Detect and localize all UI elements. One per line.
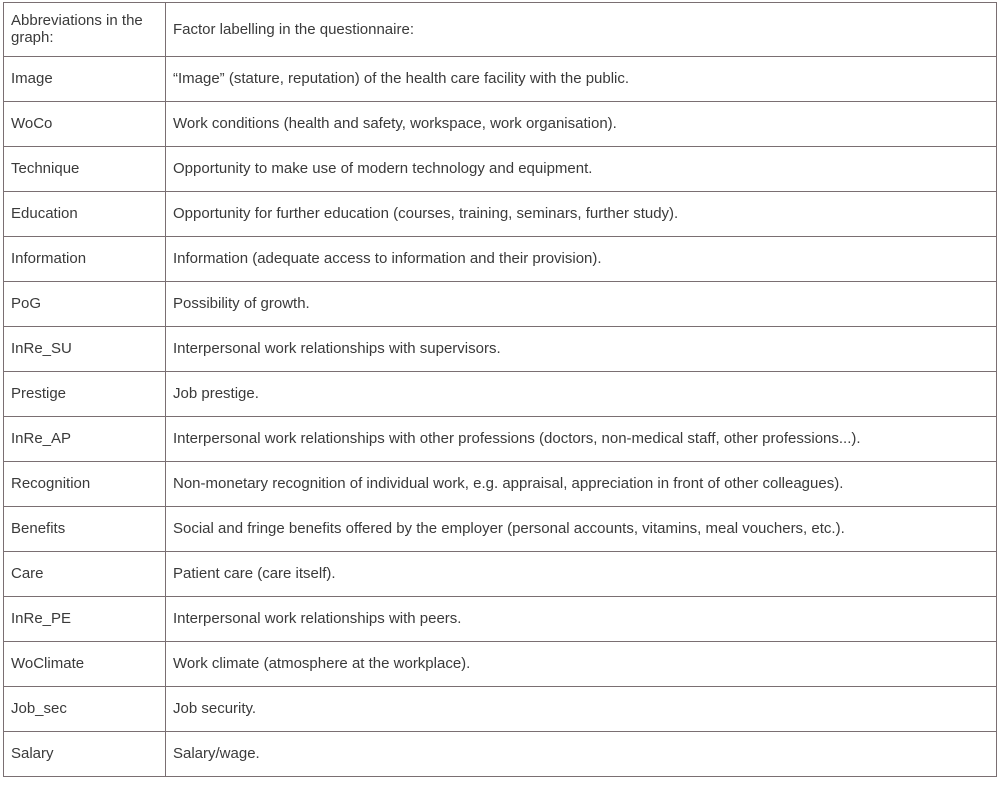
table-row	[4, 552, 997, 597]
factor-label-cell: Social and fringe benefits offered by the employer (personal accounts, vitamins, meal vouchers, etc.).	[166, 507, 997, 552]
table-row	[4, 237, 997, 282]
factor-label-cell: Job prestige.	[166, 372, 997, 417]
table-row	[4, 597, 997, 642]
table-row	[4, 687, 997, 732]
factor-label-cell: Patient care (care itself).	[166, 552, 997, 597]
factor-abbreviation-table	[3, 2, 997, 777]
abbreviation-cell: InRe_AP	[4, 417, 166, 462]
abbreviation-cell: WoCo	[4, 102, 166, 147]
table-row	[4, 192, 997, 237]
factor-label-cell: Possibility of growth.	[166, 282, 997, 327]
factor-label-cell: Interpersonal work relationships with other professions (doctors, non-medical staff, other professions...).	[166, 417, 997, 462]
table-row	[4, 147, 997, 192]
abbreviation-cell: InRe_SU	[4, 327, 166, 372]
abbreviation-cell: PoG	[4, 282, 166, 327]
table-row	[4, 417, 997, 462]
abbreviation-cell: Technique	[4, 147, 166, 192]
factor-label-cell: Opportunity for further education (courses, training, seminars, further study).	[166, 192, 997, 237]
abbreviation-cell: Prestige	[4, 372, 166, 417]
abbreviation-cell: Salary	[4, 732, 166, 777]
abbreviation-cell: Job_sec	[4, 687, 166, 732]
table-row	[4, 102, 997, 147]
abbreviation-cell: Recognition	[4, 462, 166, 507]
factor-label-cell: “Image” (stature, reputation) of the health care facility with the public.	[166, 57, 997, 102]
abbreviation-cell: Image	[4, 57, 166, 102]
factor-label-cell: Interpersonal work relationships with peers.	[166, 597, 997, 642]
factor-label-cell: Work climate (atmosphere at the workplace).	[166, 642, 997, 687]
table-row	[4, 282, 997, 327]
header-abbreviations-cell: Abbreviations in the graph:	[4, 3, 166, 57]
abbreviation-cell: InRe_PE	[4, 597, 166, 642]
abbreviation-cell: Education	[4, 192, 166, 237]
factor-label-cell: Non-monetary recognition of individual work, e.g. appraisal, appreciation in front of other colleagues).	[166, 462, 997, 507]
abbreviation-cell: Benefits	[4, 507, 166, 552]
header-factor-labelling-cell: Factor labelling in the questionnaire:	[166, 3, 997, 57]
factor-label-cell: Interpersonal work relationships with supervisors.	[166, 327, 997, 372]
factor-label-cell: Job security.	[166, 687, 997, 732]
table-row	[4, 57, 997, 102]
table-header-row	[4, 3, 997, 57]
factor-label-cell: Work conditions (health and safety, workspace, work organisation).	[166, 102, 997, 147]
table-row	[4, 642, 997, 687]
table-row	[4, 507, 997, 552]
factor-label-cell: Opportunity to make use of modern technology and equipment.	[166, 147, 997, 192]
abbreviation-cell: Care	[4, 552, 166, 597]
factor-label-cell: Information (adequate access to information and their provision).	[166, 237, 997, 282]
abbreviation-cell: WoClimate	[4, 642, 166, 687]
factor-label-cell: Salary/wage.	[166, 732, 997, 777]
abbreviation-cell: Information	[4, 237, 166, 282]
table-row	[4, 462, 997, 507]
table-row	[4, 732, 997, 777]
table-row	[4, 327, 997, 372]
table-row	[4, 372, 997, 417]
